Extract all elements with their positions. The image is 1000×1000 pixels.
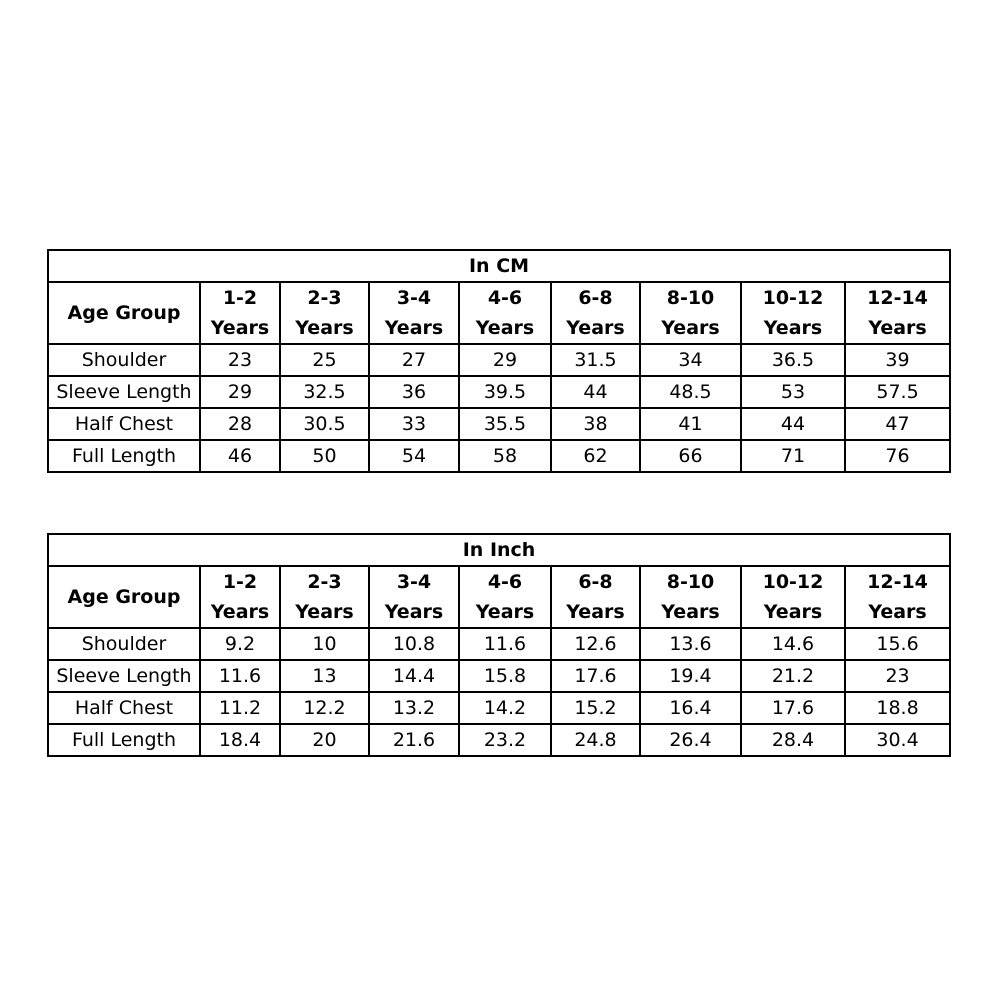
table-cell: 66 [640, 440, 741, 472]
column-header [640, 282, 741, 344]
table-cell: 14.4 [369, 660, 459, 692]
age-unit: Years [210, 317, 270, 339]
table-cell: 50 [280, 440, 369, 472]
table-cell: 23 [845, 660, 950, 692]
column-header [200, 566, 280, 628]
row-label: Half Chest [48, 692, 200, 724]
row-label: Half Chest [48, 408, 200, 440]
table-cell: 11.6 [459, 628, 551, 660]
table-cell: 57.5 [845, 376, 950, 408]
age-range: 2-3 [307, 287, 342, 309]
column-header [200, 282, 280, 344]
age-unit: Years [384, 601, 444, 623]
age-range: 10-12 [762, 287, 824, 309]
table-cell: 38 [551, 408, 640, 440]
table-cell: 47 [845, 408, 950, 440]
table-cell: 39 [845, 344, 950, 376]
table-cell: 14.6 [741, 628, 845, 660]
column-header [551, 282, 640, 344]
table-row [48, 692, 950, 724]
age-range: 10-12 [762, 571, 824, 593]
table-row [48, 660, 950, 692]
table-cell: 11.6 [200, 660, 280, 692]
age-unit: Years [475, 317, 535, 339]
table-row [48, 376, 950, 408]
table-row [48, 724, 950, 756]
table-title: In Inch [48, 534, 950, 566]
age-range: 4-6 [487, 571, 523, 593]
table-cell: 41 [640, 408, 741, 440]
table-cell: 53 [741, 376, 845, 408]
row-label: Sleeve Length [48, 376, 200, 408]
row-label: Shoulder [48, 628, 200, 660]
age-unit: Years [763, 317, 823, 339]
table-cell: 35.5 [459, 408, 551, 440]
table-cell: 48.5 [640, 376, 741, 408]
table-cell: 12.6 [551, 628, 640, 660]
table-cell: 18.4 [200, 724, 280, 756]
table-cell: 25 [280, 344, 369, 376]
table-cell: 9.2 [200, 628, 280, 660]
table-cell: 46 [200, 440, 280, 472]
age-range: 8-10 [666, 571, 715, 593]
age-unit: Years [661, 317, 720, 339]
age-range: 6-8 [578, 571, 613, 593]
age-unit: Years [210, 601, 270, 623]
table-cell: 15.8 [459, 660, 551, 692]
table-cell: 39.5 [459, 376, 551, 408]
table-cell: 10.8 [369, 628, 459, 660]
table-cell: 76 [845, 440, 950, 472]
table-cell: 29 [200, 376, 280, 408]
table-cell: 24.8 [551, 724, 640, 756]
table-cell: 16.4 [640, 692, 741, 724]
table-cell: 28 [200, 408, 280, 440]
row-label: Full Length [48, 724, 200, 756]
table-cell: 10 [280, 628, 369, 660]
header-row [48, 566, 950, 628]
table-cell: 23 [200, 344, 280, 376]
age-unit: Years [566, 601, 625, 623]
size-chart-cm-table [47, 249, 951, 473]
table-cell: 30.4 [845, 724, 950, 756]
table-cell: 33 [369, 408, 459, 440]
table-cell: 36 [369, 376, 459, 408]
column-header [741, 282, 845, 344]
table-cell: 23.2 [459, 724, 551, 756]
age-unit: Years [475, 601, 535, 623]
age-unit: Years [868, 317, 927, 339]
table-cell: 29 [459, 344, 551, 376]
column-header [280, 282, 369, 344]
table-cell: 31.5 [551, 344, 640, 376]
age-range: 12-14 [867, 287, 928, 309]
row-label: Shoulder [48, 344, 200, 376]
table-cell: 30.5 [280, 408, 369, 440]
age-unit: Years [868, 601, 927, 623]
table-cell: 44 [741, 408, 845, 440]
age-range: 8-10 [666, 287, 715, 309]
column-header [459, 566, 551, 628]
table-cell: 28.4 [741, 724, 845, 756]
table-cell: 34 [640, 344, 741, 376]
table-cell: 71 [741, 440, 845, 472]
table-cell: 32.5 [280, 376, 369, 408]
age-range: 12-14 [867, 571, 928, 593]
header-row [48, 282, 950, 344]
age-range: 1-2 [222, 571, 258, 593]
column-header [369, 282, 459, 344]
table-row [48, 440, 950, 472]
age-unit: Years [295, 601, 354, 623]
size-chart-inch-table [47, 533, 951, 757]
table-cell: 18.8 [845, 692, 950, 724]
age-unit: Years [566, 317, 625, 339]
table-cell: 27 [369, 344, 459, 376]
age-range: 3-4 [396, 287, 432, 309]
age-range: 4-6 [487, 287, 523, 309]
table-cell: 13.2 [369, 692, 459, 724]
table-cell: 36.5 [741, 344, 845, 376]
table-cell: 20 [280, 724, 369, 756]
table-cell: 15.6 [845, 628, 950, 660]
table-title: In CM [48, 250, 950, 282]
row-label: Full Length [48, 440, 200, 472]
age-unit: Years [661, 601, 720, 623]
age-range: 3-4 [396, 571, 432, 593]
table-row [48, 408, 950, 440]
table-cell: 12.2 [280, 692, 369, 724]
table-cell: 58 [459, 440, 551, 472]
column-header [551, 566, 640, 628]
age-range: 6-8 [578, 287, 613, 309]
table-row [48, 628, 950, 660]
column-header [459, 282, 551, 344]
column-header [369, 566, 459, 628]
table-cell: 21.6 [369, 724, 459, 756]
age-group-header: Age Group [48, 566, 200, 628]
table-cell: 17.6 [741, 692, 845, 724]
age-range: 2-3 [307, 571, 342, 593]
table-row [48, 344, 950, 376]
column-header [741, 566, 845, 628]
row-label: Sleeve Length [48, 660, 200, 692]
table-cell: 21.2 [741, 660, 845, 692]
table-cell: 26.4 [640, 724, 741, 756]
table-cell: 14.2 [459, 692, 551, 724]
table-cell: 11.2 [200, 692, 280, 724]
age-unit: Years [763, 601, 823, 623]
age-unit: Years [384, 317, 444, 339]
age-group-header: Age Group [48, 282, 200, 344]
age-unit: Years [295, 317, 354, 339]
table-cell: 62 [551, 440, 640, 472]
table-cell: 44 [551, 376, 640, 408]
column-header [845, 282, 950, 344]
column-header [845, 566, 950, 628]
table-cell: 13 [280, 660, 369, 692]
column-header [640, 566, 741, 628]
table-cell: 54 [369, 440, 459, 472]
table-cell: 15.2 [551, 692, 640, 724]
table-cell: 19.4 [640, 660, 741, 692]
table-cell: 13.6 [640, 628, 741, 660]
table-cell: 17.6 [551, 660, 640, 692]
age-range: 1-2 [222, 287, 258, 309]
column-header [280, 566, 369, 628]
